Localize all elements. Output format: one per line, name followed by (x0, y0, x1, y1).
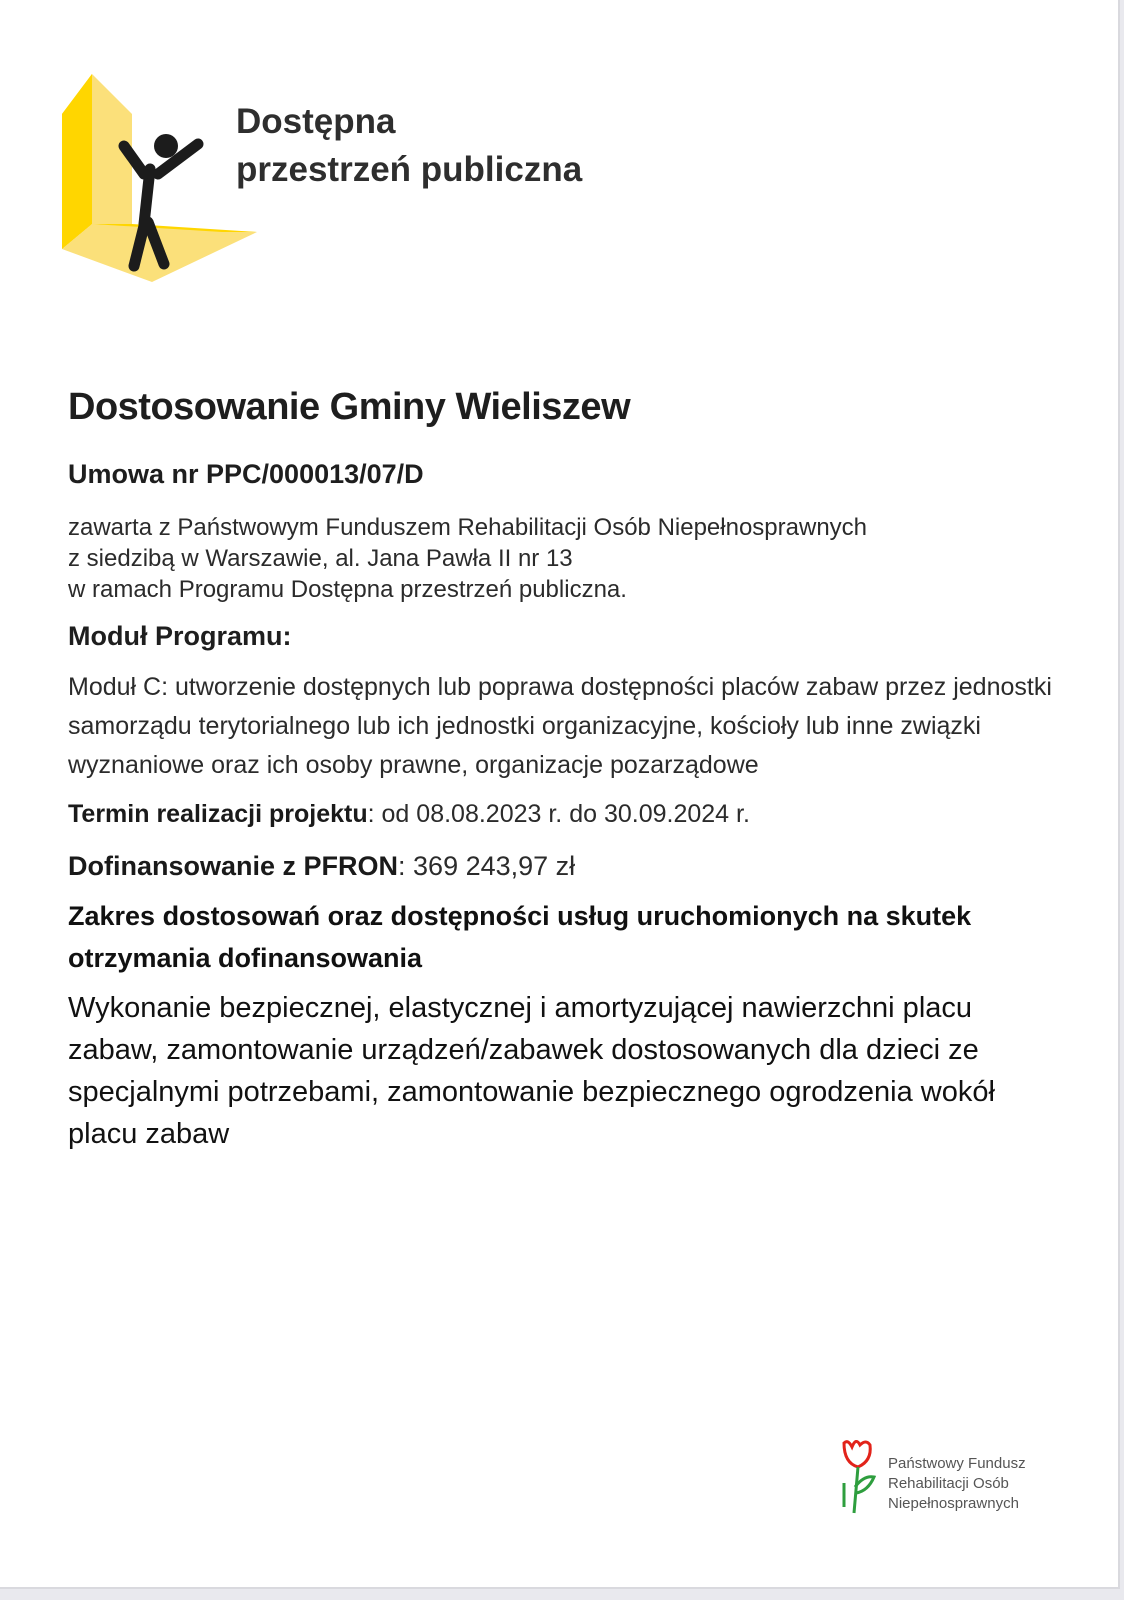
scope-text: Wykonanie bezpiecznej, elastycznej i amortyzującej nawierzchni placu zabaw, zamontowanie urządzeń/zabawek dostosowanych dla dzieci ze specjalnymi potrzebami, zamontowanie bezpiecznego ogrodzenia wokół placu zabaw (68, 992, 995, 1150)
pfron-logo (838, 1437, 1058, 1517)
agreement-number: Umowa nr PPC/000013/07/D (68, 459, 424, 489)
agreement-intro (68, 512, 1058, 605)
module-heading: Moduł Programu: (68, 621, 292, 651)
intro-line-3: w ramach Programu Dostępna przestrzeń publiczna. (68, 576, 627, 603)
brand-name (236, 98, 582, 194)
pfron-line-1: Państwowy Fundusz (888, 1455, 1026, 1472)
term-value: : od 08.08.2023 r. do 30.09.2024 r. (367, 800, 750, 828)
page-title: Dostosowanie Gminy Wieliszew (68, 386, 631, 428)
brand-line-2: przestrzeń publiczna (236, 150, 583, 189)
pfron-line-3: Niepełnosprawnych (888, 1495, 1019, 1512)
intro-line-2: z siedzibą w Warszawie, al. Jana Pawła II nr 13 (68, 545, 573, 572)
term-row (68, 795, 1058, 833)
module-text: Moduł C: utworzenie dostępnych lub poprawa dostępności placów zabaw przez jednostki samorządu terytorialnego lub ich jednostki organizacyjne, kościoły lub inne związki wyznaniowe oraz ich osoby prawne, organizacje pozarządowe (68, 673, 1052, 779)
document-body (68, 386, 1058, 1155)
scope-heading: Zakres dostosowań oraz dostępności usług uruchomionych na skutek otrzymania dofinansowania (68, 901, 972, 973)
intro-line-1: zawarta z Państwowym Funduszem Rehabilitacji Osób Niepełnosprawnych (68, 514, 868, 541)
term-label: Termin realizacji projektu (68, 800, 368, 828)
funding-label: Dofinansowanie z PFRON (68, 851, 399, 881)
brand-line-1: Dostępna (236, 102, 396, 141)
funding-row (68, 847, 1058, 885)
pfron-name (888, 1454, 1026, 1514)
pfron-line-2: Rehabilitacji Osób (888, 1475, 1009, 1492)
tulip-icon (838, 1437, 878, 1515)
funding-value: : 369 243,97 zł (398, 851, 576, 881)
